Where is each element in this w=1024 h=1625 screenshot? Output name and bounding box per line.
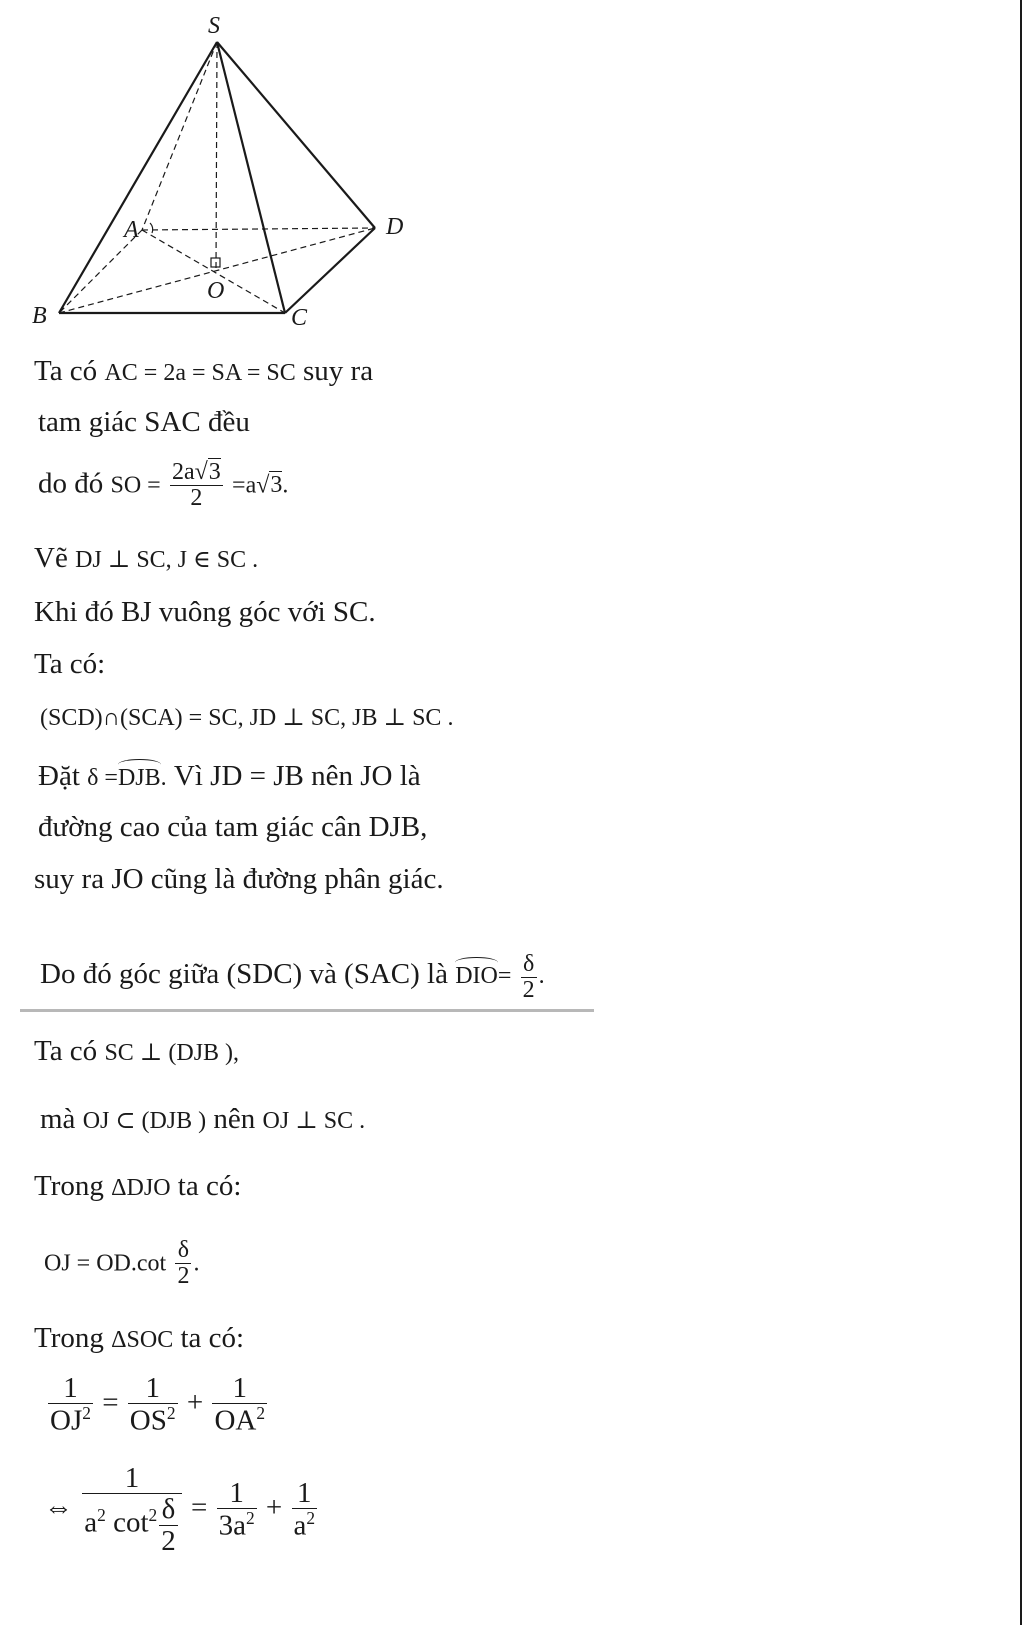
sqrt-value: 3 [208, 459, 221, 485]
math: DJ ⊥ SC, J ∈ SC . [75, 547, 259, 573]
edge-CD [285, 228, 375, 313]
iff-symbol: ⇔ [44, 1491, 73, 1524]
separator [20, 1009, 594, 1012]
text: ta có: [180, 1322, 245, 1354]
frac-den: OA [214, 1405, 257, 1438]
frac-num: 1 [48, 1373, 93, 1404]
math: AC = 2a = SA = SC [104, 360, 296, 386]
frac-num: δ [175, 1238, 191, 1264]
exponent: 2 [97, 1505, 106, 1526]
fraction [212, 1373, 267, 1437]
frac-num: 1 [292, 1478, 318, 1509]
line-tam-giac-deu [38, 408, 250, 437]
label-D: D [386, 214, 404, 240]
frac-den: a [293, 1509, 307, 1542]
line-dat-delta [38, 762, 421, 791]
text: tam giác SAC đều [38, 406, 250, 438]
frac-num: 1 [128, 1373, 178, 1404]
frac-den: 2 [522, 977, 535, 1004]
frac-num: δ [521, 952, 537, 978]
page-edge [1020, 0, 1022, 1625]
math: + [186, 1386, 204, 1419]
line-giao-tuyen [40, 702, 453, 731]
exponent: 2 [256, 1403, 266, 1424]
math: δ = [87, 765, 118, 791]
line-khi-do [34, 598, 376, 627]
math: OJ ⊥ SC . [262, 1108, 366, 1134]
line-ta-co-ac [34, 357, 373, 386]
math: . [538, 963, 545, 990]
fraction [292, 1478, 318, 1542]
math: OJ ⊂ (DJB ) [82, 1108, 207, 1134]
math: SO = [110, 472, 161, 499]
frac-num: 2a [171, 459, 195, 485]
frac-num: 1 [212, 1373, 267, 1404]
line-duong-cao [38, 813, 427, 842]
math: = [497, 963, 512, 990]
label-A: A [124, 217, 139, 243]
line-equation-2 [44, 1463, 319, 1556]
text: Khi đó BJ vuông góc với SC. [34, 596, 376, 628]
frac-num: 1 [82, 1463, 181, 1494]
inner-fraction [159, 1494, 178, 1556]
exponent: 2 [148, 1505, 158, 1526]
math: (SCD)∩(SCA) = SC, JD ⊥ SC, JB ⊥ SC . [40, 705, 454, 731]
text: suy ra [303, 355, 374, 387]
fraction: $\frac{2a√3}{2}$ [171, 459, 221, 512]
angle-arc: DIO [455, 963, 498, 990]
text: suy ra JO cũng là đường phân giác. [34, 863, 444, 895]
line-goc-giua [40, 952, 545, 1003]
exponent: 2 [82, 1403, 91, 1424]
math: OJ = OD.cot [44, 1250, 167, 1277]
fraction [521, 952, 537, 1003]
pyramid-figure [20, 5, 440, 335]
fraction [128, 1373, 178, 1437]
fraction [82, 1463, 181, 1556]
frac-den: cot [113, 1507, 149, 1540]
fraction [175, 1238, 191, 1289]
math: ΔSOC [111, 1327, 174, 1353]
line-ta-co-2 [34, 650, 105, 679]
math: = [190, 1491, 208, 1524]
text: mà [40, 1103, 76, 1135]
angle-arc: DJB [117, 765, 161, 791]
text: Do đó góc giữa (SDC) và (SAC) là [40, 958, 448, 991]
text: nên [213, 1103, 256, 1135]
text: Ta có [34, 355, 98, 387]
exponent: 2 [245, 1508, 255, 1529]
math: . [160, 765, 167, 791]
math: SC ⊥ (DJB ), [104, 1040, 240, 1066]
fraction [48, 1373, 93, 1437]
math: . [193, 1250, 200, 1277]
line-trong-soc [34, 1324, 244, 1353]
line-equation-1 [46, 1373, 269, 1437]
exponent: 2 [306, 1508, 316, 1529]
math: . [282, 472, 289, 499]
math: ΔDJO [111, 1175, 171, 1201]
frac-num: 1 [217, 1478, 257, 1509]
label-C: C [291, 305, 308, 331]
text: Vẽ [34, 542, 68, 574]
text: do đó [38, 467, 104, 500]
line-ve-dj [34, 544, 258, 573]
frac-den: OJ [50, 1405, 83, 1438]
frac-den: 2 [161, 1524, 176, 1557]
text: Đặt [38, 760, 80, 792]
frac-den: 2 [190, 485, 203, 512]
math: a [245, 472, 257, 499]
math: = [232, 472, 246, 499]
line-do-do-so: do đó SO = $\frac{2a√3}{2}$ =a√3. [38, 459, 289, 512]
exponent: 2 [166, 1403, 176, 1424]
angle-mark-A [150, 223, 153, 233]
line-ma-oj [40, 1105, 365, 1134]
text: đường cao của tam giác cân DJB, [38, 811, 428, 843]
text: Trong [34, 1170, 104, 1202]
frac-den: a [84, 1507, 98, 1540]
frac-den: OS [129, 1405, 167, 1438]
text: Vì JD = JB nên JO là [173, 760, 421, 792]
text: Trong [34, 1322, 104, 1354]
frac-num: δ [159, 1494, 178, 1525]
sqrt-value: 3 [270, 472, 283, 499]
line-phan-giac [34, 865, 444, 894]
height-SO [216, 42, 217, 270]
frac-den: 3a [218, 1509, 246, 1542]
edge-SA [142, 42, 217, 230]
text: Ta có: [34, 648, 106, 680]
label-O: O [207, 278, 225, 304]
line-trong-djo [34, 1172, 241, 1201]
label-B: B [32, 303, 47, 329]
line-oj-cot [44, 1238, 199, 1289]
fraction [217, 1478, 257, 1542]
text: ta có: [177, 1170, 242, 1202]
line-sc-vuong [34, 1037, 239, 1066]
text: Ta có [34, 1035, 98, 1067]
edge-AD [142, 228, 375, 230]
edge-SB [59, 42, 217, 313]
label-S: S [208, 13, 220, 39]
math: + [265, 1491, 283, 1524]
frac-den: 2 [177, 1263, 190, 1290]
math: = [102, 1386, 119, 1419]
